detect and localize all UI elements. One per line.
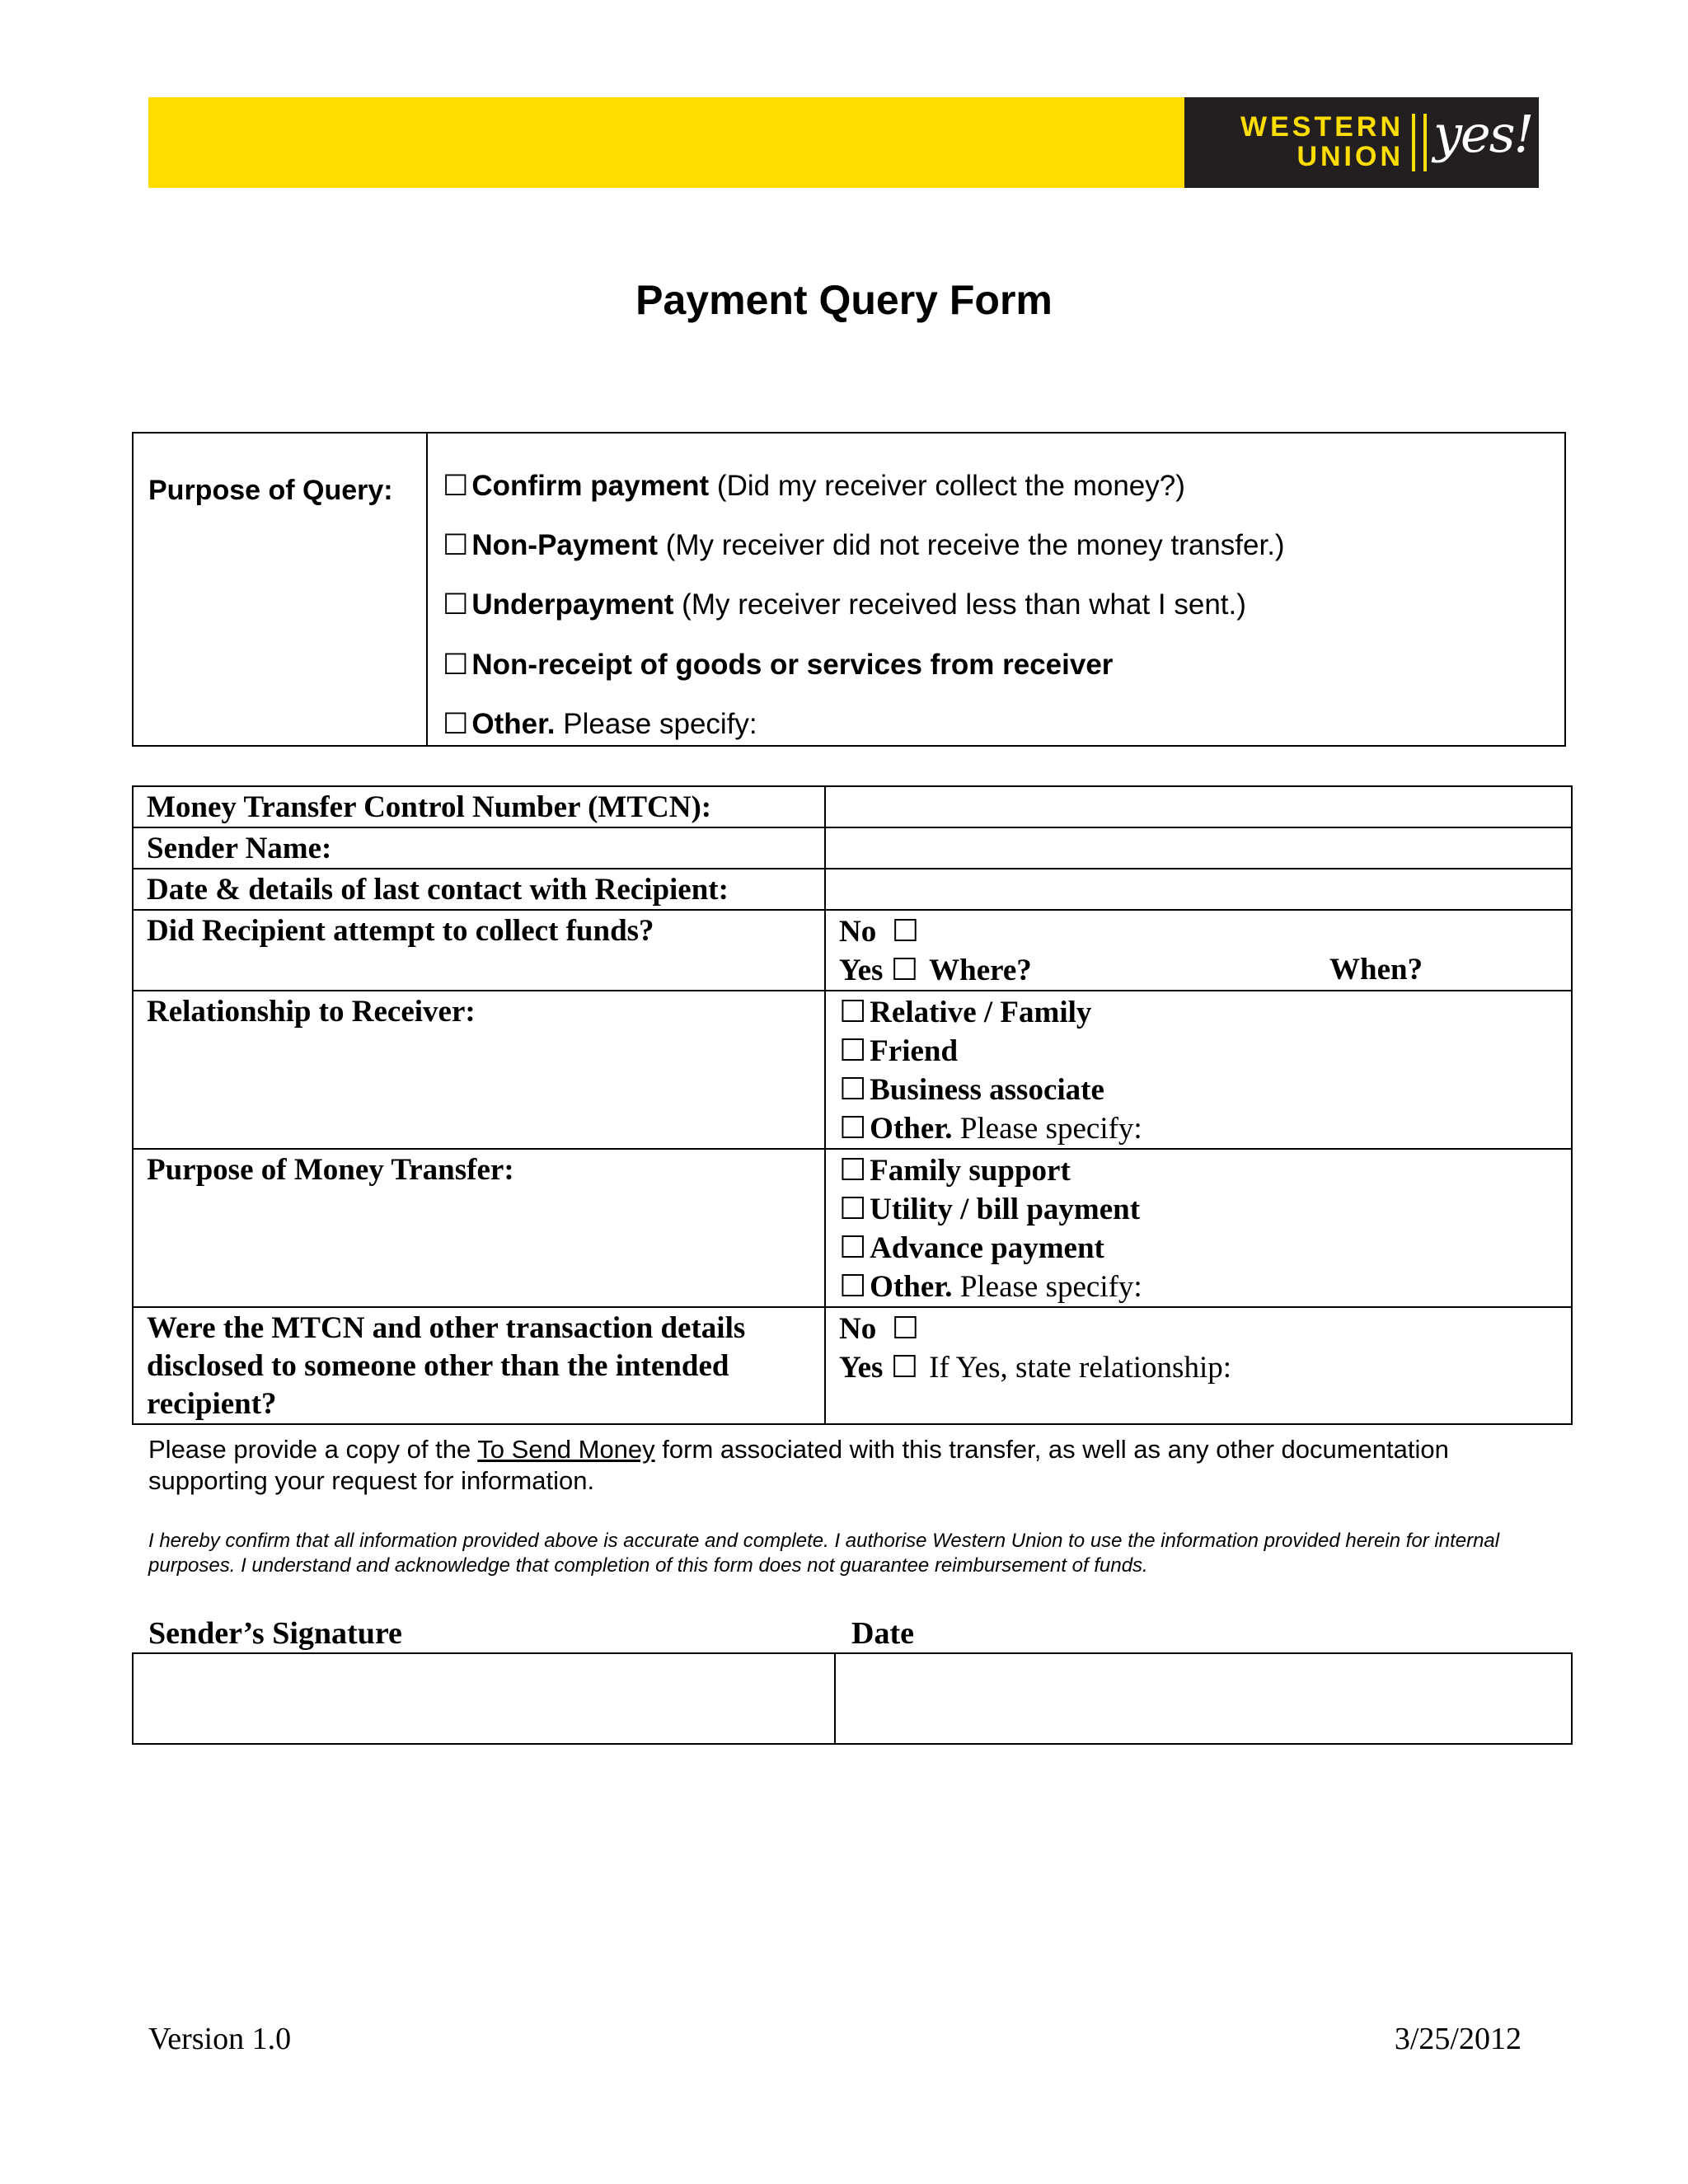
mtcn-field[interactable] bbox=[825, 786, 1572, 827]
documentation-note: Please provide a copy of the To Send Money form associated with this transfer, as well as any other documentation supporting your request for information. bbox=[148, 1435, 1449, 1495]
page-title: Payment Query Form bbox=[635, 277, 1053, 323]
option-underpayment[interactable]: ☐ Underpayment (My receiver received less than what I sent.) bbox=[443, 588, 1246, 621]
date-label: Date bbox=[851, 1616, 914, 1651]
footer-date: 3/25/2012 bbox=[1394, 2022, 1522, 2056]
option-non-receipt-goods[interactable]: ☐ Non-receipt of goods or services from receiver bbox=[443, 649, 1114, 682]
checkbox-icon[interactable]: ☐ bbox=[839, 1071, 867, 1107]
checkbox-icon[interactable]: ☐ bbox=[839, 1268, 867, 1304]
table-row bbox=[133, 786, 1572, 827]
collect-attempt-field[interactable]: No ☐ Yes ☐ Where? When? bbox=[825, 910, 1572, 991]
last-contact-label: Date & details of last contact with Recipient: bbox=[133, 869, 825, 910]
option-confirm-payment[interactable]: ☐ Confirm payment (Did my receiver collect the money?) bbox=[443, 470, 1185, 503]
purpose-of-query-label: Purpose of Query: bbox=[148, 475, 393, 506]
option-family-support[interactable]: ☐ Family support bbox=[839, 1152, 1071, 1188]
checkbox-icon[interactable]: ☐ bbox=[891, 1310, 919, 1346]
checkbox-icon[interactable]: ☐ bbox=[890, 1349, 918, 1385]
checkbox-icon[interactable]: ☐ bbox=[443, 588, 469, 621]
date-field[interactable] bbox=[836, 1654, 1571, 1743]
disclosed-label: Were the MTCN and other transaction details disclosed to someone other than the intended recipient? bbox=[133, 1307, 825, 1424]
purpose-transfer-label: Purpose of Money Transfer: bbox=[133, 1149, 825, 1307]
transfer-details-table bbox=[132, 785, 1573, 1425]
last-contact-field[interactable] bbox=[825, 869, 1572, 910]
checkbox-icon[interactable]: ☐ bbox=[443, 529, 469, 562]
checkbox-icon[interactable]: ☐ bbox=[839, 1230, 867, 1265]
option-non-payment[interactable]: ☐ Non-Payment (My receiver did not receive the money transfer.) bbox=[443, 529, 1285, 562]
checkbox-icon[interactable]: ☐ bbox=[443, 470, 469, 503]
where-label: Where? bbox=[929, 954, 1032, 987]
relationship-options bbox=[825, 991, 1572, 1149]
option-purpose-other[interactable]: ☐ Other. Please specify: bbox=[839, 1268, 1142, 1304]
signature-field[interactable] bbox=[134, 1654, 834, 1743]
option-business-associate[interactable]: ☐ Business associate bbox=[839, 1071, 1104, 1107]
western-union-logo bbox=[1184, 97, 1539, 188]
table-row bbox=[133, 991, 1572, 1149]
checkbox-icon[interactable]: ☐ bbox=[891, 913, 919, 949]
checkbox-icon[interactable]: ☐ bbox=[890, 952, 918, 987]
column-divider bbox=[426, 434, 428, 745]
purpose-transfer-options bbox=[825, 1149, 1572, 1307]
purpose-of-query-section bbox=[132, 432, 1566, 747]
to-send-money-link: To Send Money bbox=[477, 1435, 655, 1464]
mtcn-label: Money Transfer Control Number (MTCN): bbox=[133, 786, 825, 827]
option-other[interactable]: ☐ Other. Please specify: bbox=[443, 708, 757, 741]
sender-name-label: Sender Name: bbox=[133, 827, 825, 869]
relationship-label: Relationship to Receiver: bbox=[133, 991, 825, 1149]
checkbox-icon[interactable]: ☐ bbox=[443, 649, 469, 682]
confirmation-statement: I hereby confirm that all information provided above is accurate and complete. I authorise Western Union to use the information provided herein for internal purposes. I understand and acknowledge that completion of this form does not guarantee reimbursement of funds. bbox=[148, 1530, 1500, 1577]
logo-bars-icon bbox=[1412, 114, 1427, 171]
table-row bbox=[133, 869, 1572, 910]
checkbox-icon[interactable]: ☐ bbox=[839, 1152, 867, 1188]
checkbox-icon[interactable]: ☐ bbox=[839, 1191, 867, 1226]
checkbox-icon[interactable]: ☐ bbox=[839, 1033, 867, 1068]
sender-signature-label: Sender’s Signature bbox=[148, 1616, 402, 1651]
option-relationship-other[interactable]: ☐ Other. Please specify: bbox=[839, 1110, 1142, 1146]
version-label: Version 1.0 bbox=[148, 2022, 292, 2056]
sender-name-field[interactable] bbox=[825, 827, 1572, 869]
table-row bbox=[133, 1149, 1572, 1307]
table-row bbox=[133, 910, 1572, 991]
table-row bbox=[133, 827, 1572, 869]
disclosed-field[interactable]: No ☐ Yes ☐ If Yes, state relationship: bbox=[825, 1307, 1572, 1424]
signature-date-box bbox=[132, 1652, 1573, 1745]
option-friend[interactable]: ☐ Friend bbox=[839, 1033, 959, 1068]
collect-attempt-label: Did Recipient attempt to collect funds? bbox=[133, 910, 825, 991]
option-relative-family[interactable]: ☐ Relative / Family bbox=[839, 994, 1092, 1029]
when-label: When? bbox=[1329, 953, 1423, 987]
checkbox-icon[interactable]: ☐ bbox=[443, 708, 469, 741]
checkbox-icon[interactable]: ☐ bbox=[839, 1110, 867, 1146]
checkbox-icon[interactable]: ☐ bbox=[839, 994, 867, 1029]
logo-tagline: yes! bbox=[1433, 104, 1533, 164]
option-advance-payment[interactable]: ☐ Advance payment bbox=[839, 1230, 1104, 1265]
table-row bbox=[133, 1307, 1572, 1424]
logo-wordmark: WESTERN UNION bbox=[1240, 111, 1404, 172]
option-utility-bill[interactable]: ☐ Utility / bill payment bbox=[839, 1191, 1141, 1226]
